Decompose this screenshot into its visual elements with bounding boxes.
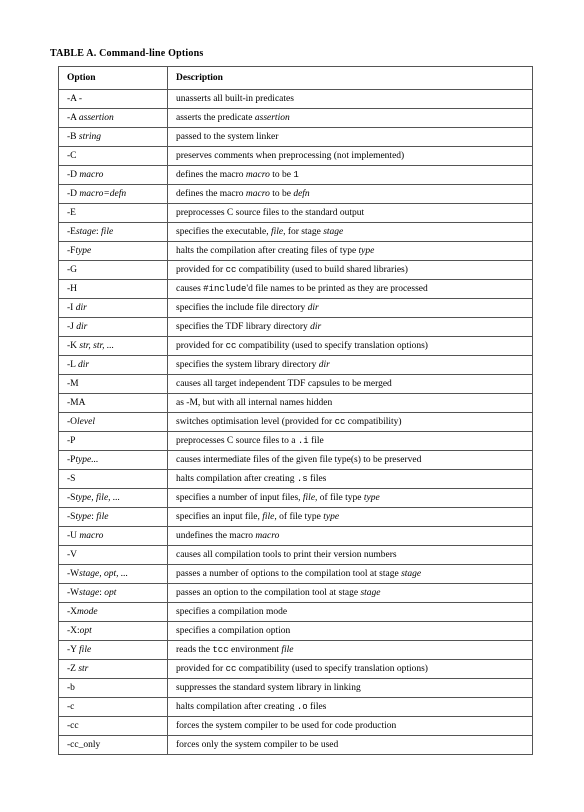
description-cell: [168, 717, 533, 736]
description-cell: [168, 280, 533, 299]
description-cell: [168, 527, 533, 546]
cell-text-segment: unasserts all built-in predicates: [176, 94, 294, 104]
option-cell: [59, 470, 168, 489]
cell-text-segment: stage: [75, 227, 97, 237]
option-cell: [59, 223, 168, 242]
cell-text-segment: str: [78, 664, 89, 674]
table-row: [59, 584, 533, 603]
description-cell: [168, 204, 533, 223]
cell-text-segment: file: [281, 645, 294, 655]
cell-text-segment: -S: [67, 493, 76, 503]
cell-text-segment: file: [270, 227, 284, 237]
cell-text-segment: macro: [79, 170, 104, 180]
cell-text-segment: preprocesses C source files to the standard output: [176, 208, 365, 218]
option-cell: [59, 717, 168, 736]
table-row: [59, 679, 533, 698]
cell-text-segment: files: [307, 474, 327, 484]
cell-text-segment: dir: [307, 303, 319, 313]
description-cell: [168, 261, 533, 280]
cell-text-segment: stage: [79, 588, 100, 598]
cell-text-segment: macro: [245, 189, 270, 199]
option-cell: [59, 356, 168, 375]
table-row: [59, 508, 533, 527]
option-cell: [59, 736, 168, 755]
table-row: [59, 603, 533, 622]
description-cell: [168, 546, 533, 565]
cell-text-segment: -S: [67, 474, 76, 484]
cell-text-segment: -F: [67, 246, 76, 256]
option-cell: [59, 128, 168, 147]
table-row: [59, 432, 533, 451]
table-row: [59, 527, 533, 546]
cell-text-segment: cc: [225, 341, 237, 351]
table-row: [59, 546, 533, 565]
description-cell: [168, 128, 533, 147]
description-cell: [168, 223, 533, 242]
cell-text-segment: macro: [245, 170, 270, 180]
cell-text-segment: specifies a compilation option: [176, 626, 291, 636]
description-cell: [168, 451, 533, 470]
cell-text-segment: provided for: [176, 341, 226, 351]
table-row: [59, 622, 533, 641]
cell-text-segment: -A -: [67, 94, 83, 104]
cell-text-segment: :: [99, 588, 105, 598]
table-row: [59, 147, 533, 166]
cell-text-segment: file: [308, 436, 324, 446]
cell-text-segment: #include: [203, 284, 247, 294]
cell-text-segment: type, file, ...: [75, 493, 121, 503]
table-row: [59, 736, 533, 755]
description-cell: [168, 413, 533, 432]
cell-text-segment: mode: [77, 607, 98, 617]
cell-text-segment: -B: [67, 132, 79, 142]
cell-text-segment: -Z: [67, 664, 79, 674]
table-row: [59, 128, 533, 147]
cell-text-segment: as -M, but with all internal names hidden: [176, 398, 333, 408]
cell-text-segment: preprocesses C source files to a: [176, 436, 298, 446]
table-row: [59, 242, 533, 261]
cell-text-segment: -Y: [67, 645, 80, 655]
table-row: [59, 394, 533, 413]
cell-text-segment: asserts the predicate: [176, 113, 255, 123]
cell-text-segment: macro: [79, 531, 104, 541]
cell-text-segment: defines the macro: [176, 170, 246, 180]
cell-text-segment: string: [78, 132, 102, 142]
description-cell: [168, 660, 533, 679]
option-cell: [59, 489, 168, 508]
option-cell: [59, 185, 168, 204]
option-cell: [59, 508, 168, 527]
option-cell: [59, 261, 168, 280]
cell-text-segment: -W: [67, 588, 80, 598]
cell-text-segment: opt: [79, 626, 92, 636]
cell-text-segment: files: [307, 702, 327, 712]
cell-text-segment: file: [262, 512, 275, 522]
cell-text-segment: str, str, ...: [79, 341, 114, 351]
option-cell: [59, 204, 168, 223]
cell-text-segment: -MA: [67, 398, 86, 408]
table-row: [59, 223, 533, 242]
cell-text-segment: -A: [67, 113, 79, 123]
table-row: [59, 261, 533, 280]
cell-text-segment: file: [96, 512, 109, 522]
cell-text-segment: specifies a number of input files,: [176, 493, 303, 503]
cell-text-segment: type: [358, 246, 375, 256]
table-row: [59, 185, 533, 204]
table-row: [59, 641, 533, 660]
table-row: [59, 470, 533, 489]
cell-text-segment: -X: [67, 607, 78, 617]
table-header-row: [59, 67, 533, 90]
cell-text-segment: halts compilation after creating: [176, 702, 297, 712]
cell-text-segment: preserves comments when preprocessing (not implemented): [176, 151, 405, 161]
cell-text-segment: 'd file names to be printed as they are processed: [246, 284, 428, 294]
description-cell: [168, 337, 533, 356]
table-row: [59, 565, 533, 584]
description-cell: [168, 736, 533, 755]
cell-text-segment: -b: [67, 683, 75, 693]
cell-text-segment: .o: [296, 702, 308, 712]
description-cell: [168, 147, 533, 166]
cell-text-segment: -W: [67, 569, 80, 579]
cell-text-segment: halts compilation after creating: [176, 474, 297, 484]
cell-text-segment: , of file type: [274, 512, 324, 522]
cell-text-segment: to be: [269, 170, 294, 180]
cell-text-segment: stage: [401, 569, 422, 579]
cell-text-segment: type: [75, 512, 92, 522]
description-cell: [168, 641, 533, 660]
description-cell: [168, 318, 533, 337]
option-cell: [59, 242, 168, 261]
cell-text-segment: 1: [293, 170, 299, 180]
cell-text-segment: -M: [67, 379, 79, 389]
cell-text-segment: -cc_only: [67, 740, 101, 750]
cell-text-segment: -J: [67, 322, 77, 332]
cell-text-segment: passes a number of options to the compilation tool at stage: [176, 569, 402, 579]
description-cell: [168, 584, 533, 603]
cell-text-segment: -E: [67, 227, 76, 237]
cell-text-segment: -c: [67, 702, 75, 712]
cell-text-segment: dir: [318, 360, 330, 370]
cell-text-segment: .s: [296, 474, 308, 484]
cell-text-segment: compatibility): [345, 417, 402, 427]
description-cell: [168, 242, 533, 261]
option-cell: [59, 641, 168, 660]
cell-text-segment: suppresses the standard system library in linking: [176, 683, 361, 693]
description-cell: [168, 356, 533, 375]
cell-text-segment: :: [96, 227, 102, 237]
cell-text-segment: -X:: [67, 626, 80, 636]
description-cell: [168, 508, 533, 527]
description-cell: [168, 166, 533, 185]
cell-text-segment: -H: [67, 284, 78, 294]
description-cell: [168, 698, 533, 717]
cell-text-segment: causes: [176, 284, 204, 294]
description-cell: [168, 679, 533, 698]
table-row: [59, 375, 533, 394]
cell-text-segment: -U: [67, 531, 80, 541]
cell-text-segment: macro: [255, 531, 280, 541]
cell-text-segment: macro=defn: [79, 189, 127, 199]
option-cell: [59, 299, 168, 318]
option-cell: [59, 584, 168, 603]
cell-text-segment: -D: [67, 189, 80, 199]
cell-text-segment: assertion: [254, 113, 290, 123]
option-cell: [59, 565, 168, 584]
options-table: [58, 66, 533, 755]
cell-text-segment: tcc: [212, 645, 229, 655]
cell-text-segment: , of file type: [315, 493, 364, 503]
description-cell: [168, 432, 533, 451]
option-cell: [59, 394, 168, 413]
table-caption: TABLE A. Command-line Options: [50, 48, 204, 59]
cell-text-segment: -P: [67, 455, 76, 465]
cell-text-segment: -G: [67, 265, 78, 275]
cell-text-segment: stage: [360, 588, 381, 598]
cell-text-segment: passes an option to the compilation tool at stage: [176, 588, 361, 598]
cell-text-segment: file: [101, 227, 114, 237]
cell-text-segment: -cc: [67, 721, 79, 731]
table-row: [59, 318, 533, 337]
cell-text-segment: stage, opt, ...: [79, 569, 128, 579]
table-row: [59, 660, 533, 679]
table-row: [59, 280, 533, 299]
option-cell: [59, 375, 168, 394]
cell-text-segment: causes all target independent TDF capsules to be merged: [176, 379, 392, 389]
table-row: [59, 489, 533, 508]
cell-text-segment: specifies the executable,: [176, 227, 271, 237]
description-cell: [168, 489, 533, 508]
description-cell: [168, 90, 533, 109]
cell-text-segment: compatibility (used to specify translation options): [236, 341, 428, 351]
cell-text-segment: type: [75, 246, 92, 256]
cell-text-segment: specifies a compilation mode: [176, 607, 288, 617]
cell-text-segment: defn: [293, 189, 310, 199]
description-cell: [168, 299, 533, 318]
cell-text-segment: -I: [67, 303, 76, 313]
cell-text-segment: -L: [67, 360, 78, 370]
cell-text-segment: to be: [269, 189, 294, 199]
cell-text-segment: stage: [323, 227, 344, 237]
option-cell: [59, 546, 168, 565]
cell-text-segment: -S: [67, 512, 76, 522]
option-cell: [59, 318, 168, 337]
cell-text-segment: cc: [225, 265, 237, 275]
description-cell: [168, 622, 533, 641]
option-cell: [59, 166, 168, 185]
option-cell: [59, 337, 168, 356]
cell-text-segment: specifies the TDF library directory: [176, 322, 311, 332]
table-row: [59, 356, 533, 375]
table-row: [59, 166, 533, 185]
cell-text-segment: , for stage: [283, 227, 324, 237]
cell-text-segment: dir: [78, 360, 90, 370]
description-cell: [168, 603, 533, 622]
cell-text-segment: .i: [297, 436, 309, 446]
option-cell: [59, 698, 168, 717]
cell-text-segment: provided for: [176, 265, 226, 275]
cell-text-segment: dir: [76, 322, 88, 332]
cell-text-segment: type: [323, 512, 340, 522]
cell-text-segment: -P: [67, 436, 76, 446]
cell-text-segment: type...: [75, 455, 99, 465]
cell-text-segment: forces only the system compiler to be used: [176, 740, 339, 750]
cell-text-segment: type: [363, 493, 380, 503]
option-cell: [59, 280, 168, 299]
cell-text-segment: causes intermediate files of the given file type(s) to be preserved: [176, 455, 422, 465]
table-row: [59, 698, 533, 717]
option-cell: [59, 622, 168, 641]
cell-text-segment: dir: [75, 303, 87, 313]
cell-text-segment: file: [302, 493, 316, 503]
cell-text-segment: dir: [310, 322, 322, 332]
cell-text-segment: specifies the include file directory: [176, 303, 308, 313]
description-cell: [168, 185, 533, 204]
table-row: [59, 717, 533, 736]
option-cell: [59, 432, 168, 451]
option-cell: [59, 679, 168, 698]
table-row: [59, 337, 533, 356]
cell-text-segment: -K: [67, 341, 80, 351]
cell-text-segment: undefines the macro: [176, 531, 256, 541]
cell-text-segment: assertion: [78, 113, 114, 123]
description-cell: [168, 375, 533, 394]
cell-text-segment: level: [77, 417, 95, 427]
description-cell: [168, 470, 533, 489]
cell-text-segment: opt: [104, 588, 117, 598]
cell-text-segment: -V: [67, 550, 78, 560]
option-cell: [59, 413, 168, 432]
description-cell: [168, 109, 533, 128]
cell-text-segment: specifies an input file,: [176, 512, 263, 522]
cell-text-segment: specifies the system library directory: [176, 360, 319, 370]
description-cell: [168, 394, 533, 413]
option-cell: [59, 109, 168, 128]
cell-text-segment: passed to the system linker: [176, 132, 279, 142]
cell-text-segment: defines the macro: [176, 189, 246, 199]
cell-text-segment: -D: [67, 170, 80, 180]
cell-text-segment: reads the: [176, 645, 213, 655]
column-header-option: Option: [59, 67, 168, 90]
option-cell: [59, 147, 168, 166]
cell-text-segment: compatibility (used to specify translation options): [236, 664, 428, 674]
cell-text-segment: -E: [67, 208, 76, 218]
column-header-description: Description: [168, 67, 533, 90]
table-row: [59, 413, 533, 432]
cell-text-segment: -C: [67, 151, 77, 161]
cell-text-segment: -O: [67, 417, 78, 427]
option-cell: [59, 603, 168, 622]
option-cell: [59, 90, 168, 109]
cell-text-segment: halts the compilation after creating files of type: [176, 246, 359, 256]
cell-text-segment: compatibility (used to build shared libraries): [236, 265, 408, 275]
cell-text-segment: forces the system compiler to be used for code production: [176, 721, 397, 731]
option-cell: [59, 660, 168, 679]
table-row: [59, 109, 533, 128]
cell-text-segment: cc: [225, 664, 237, 674]
table-row: [59, 451, 533, 470]
cell-text-segment: :: [91, 512, 97, 522]
cell-text-segment: switches optimisation level (provided for: [176, 417, 335, 427]
cell-text-segment: environment: [228, 645, 282, 655]
cell-text-segment: provided for: [176, 664, 226, 674]
cell-text-segment: causes all compilation tools to print their version numbers: [176, 550, 397, 560]
cell-text-segment: file: [79, 645, 92, 655]
cell-text-segment: cc: [334, 417, 346, 427]
description-cell: [168, 565, 533, 584]
table-row: [59, 204, 533, 223]
table-row: [59, 299, 533, 318]
table-row: [59, 90, 533, 109]
option-cell: [59, 527, 168, 546]
option-cell: [59, 451, 168, 470]
